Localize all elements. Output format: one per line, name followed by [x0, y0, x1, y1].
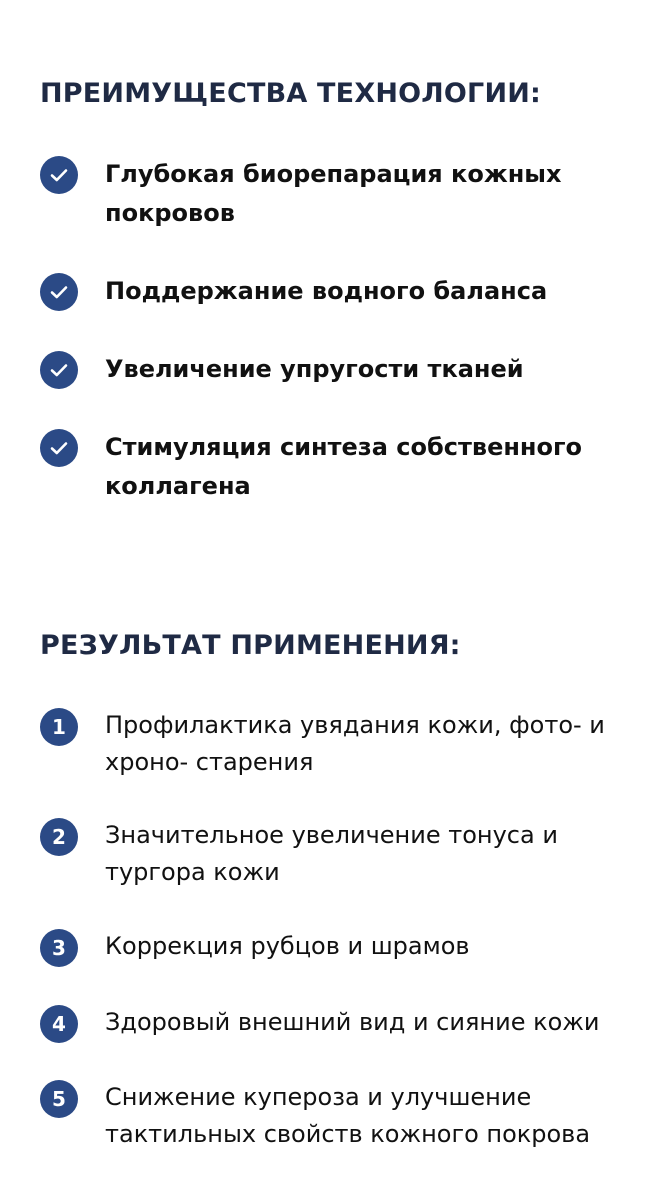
- result-text: Здоровый внешний вид и сияние кожи: [105, 1008, 600, 1036]
- result-item: [40, 1080, 642, 1153]
- check-icon: [40, 273, 78, 311]
- advantage-item: [40, 273, 642, 311]
- result-item: [40, 929, 642, 967]
- results-title: РЕЗУЛЬТАТ ПРИМЕНЕНИЯ:: [40, 630, 461, 661]
- result-item: [40, 1005, 642, 1043]
- advantage-item: [40, 429, 642, 506]
- result-item: [40, 818, 642, 891]
- advantages-title: ПРЕИМУЩЕСТВА ТЕХНОЛОГИИ:: [40, 78, 542, 109]
- number-badge: 5: [40, 1080, 78, 1118]
- advantage-text: Глубокая биорепарация кожных покровов: [105, 160, 562, 227]
- check-icon: [40, 351, 78, 389]
- advantage-text: Увеличение упругости тканей: [105, 355, 524, 383]
- number-badge: 2: [40, 818, 78, 856]
- check-icon: [40, 429, 78, 467]
- number-badge: 1: [40, 708, 78, 746]
- result-text: Снижение купероза и улучшение тактильных свойств кожного покрова: [105, 1083, 591, 1148]
- result-text: Значительное увеличение тонуса и тургора кожи: [105, 821, 558, 886]
- number-badge: 4: [40, 1005, 78, 1043]
- number-badge: 3: [40, 929, 78, 967]
- result-text: Коррекция рубцов и шрамов: [105, 932, 470, 960]
- advantage-text: Стимуляция синтеза собственного коллагена: [105, 433, 583, 500]
- advantage-item: [40, 351, 642, 389]
- result-text: Профилактика увядания кожи, фото- и хроно- старения: [105, 711, 605, 776]
- advantage-text: Поддержание водного баланса: [105, 277, 548, 305]
- check-icon: [40, 156, 78, 194]
- advantage-item: [40, 156, 642, 233]
- result-item: [40, 708, 642, 781]
